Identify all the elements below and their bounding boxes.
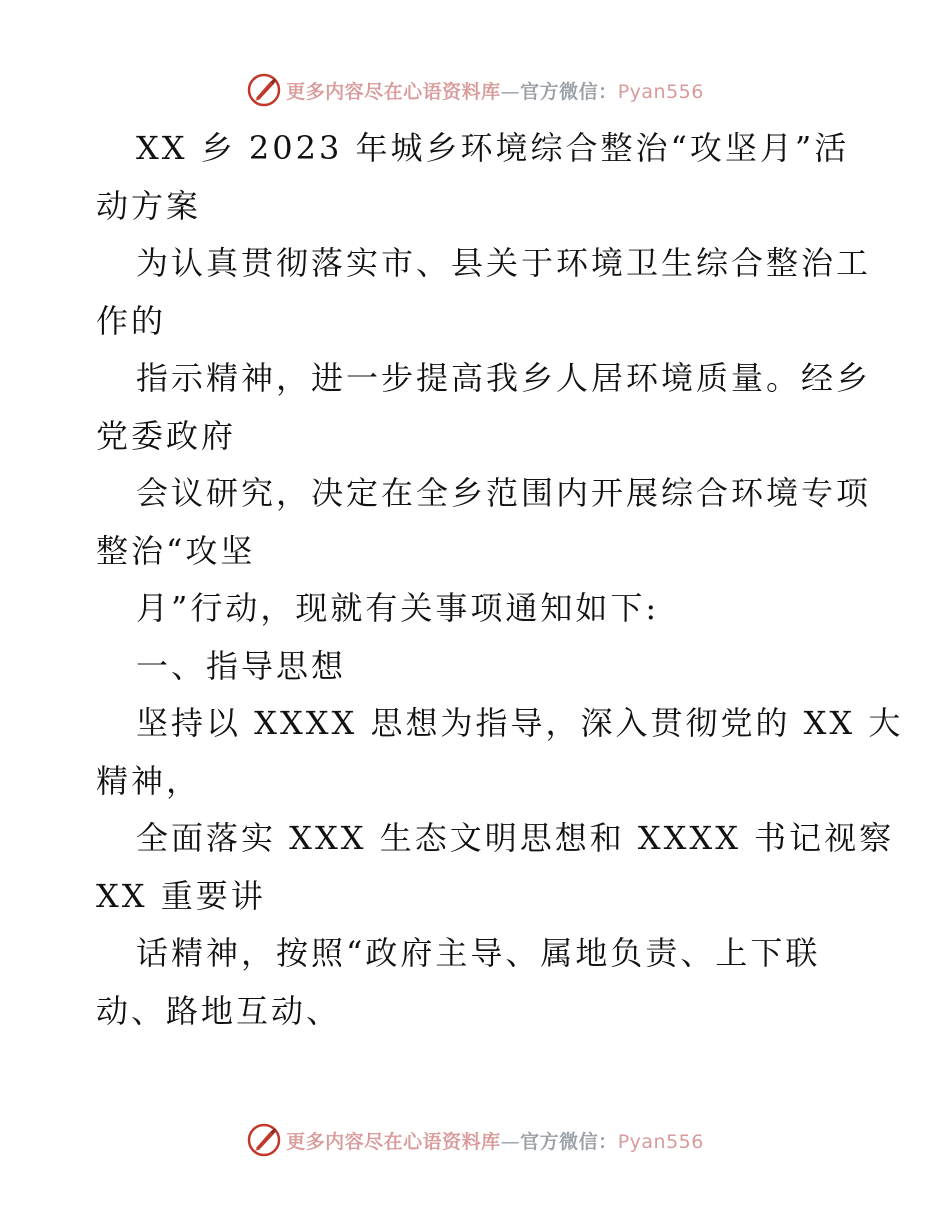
watermark-site-text: 更多内容尽在心语资料库	[286, 1130, 501, 1153]
document-line: 作的	[96, 301, 167, 340]
document-line: 整治“攻坚	[96, 531, 256, 570]
watermark-site-text: 更多内容尽在心语资料库	[286, 80, 501, 103]
document-line: 全面落实 XXX 生态文明思想和 XXXX 书记视察	[136, 819, 895, 857]
document-line: XX 重要讲	[96, 876, 266, 915]
quill-logo-icon	[246, 72, 282, 108]
document-line: 动、路地互动、	[96, 991, 342, 1030]
document-body	[96, 120, 904, 1040]
quill-logo-icon	[246, 1122, 282, 1158]
document-title-line-2: 动方案	[96, 186, 202, 225]
section-heading: 一、指导思想	[136, 646, 347, 685]
header-watermark	[0, 70, 950, 110]
document-title-line-1: XX 乡 2023 年城乡环境综合整治“攻坚月”活	[136, 129, 850, 167]
document-line: 党委政府	[96, 416, 237, 455]
document-line: 话精神，按照“政府主导、属地负责、上下联	[136, 934, 821, 972]
watermark-account: Pyan556	[617, 1130, 704, 1153]
footer-watermark	[0, 1120, 950, 1160]
document-line: 会议研究，决定在全乡范围内开展综合环境专项	[136, 474, 872, 512]
watermark-text	[286, 77, 704, 104]
document-line: 为认真贯彻落实市、县关于环境卫生综合整治工	[136, 244, 872, 282]
watermark-dash: —	[500, 1130, 521, 1153]
watermark-official-label: 官方微信：	[520, 1130, 618, 1153]
document-line: 精神，	[96, 761, 202, 800]
watermark-text	[286, 1127, 704, 1154]
watermark-account: Pyan556	[617, 80, 704, 103]
document-line: 月”行动，现就有关事项通知如下:	[136, 589, 660, 627]
document-line: 指示精神，进一步提高我乡人居环境质量。经乡	[136, 359, 872, 397]
watermark-official-label: 官方微信：	[520, 80, 618, 103]
watermark-dash: —	[500, 80, 521, 103]
document-line: 坚持以 XXXX 思想为指导，深入贯彻党的 XX 大	[136, 704, 904, 742]
